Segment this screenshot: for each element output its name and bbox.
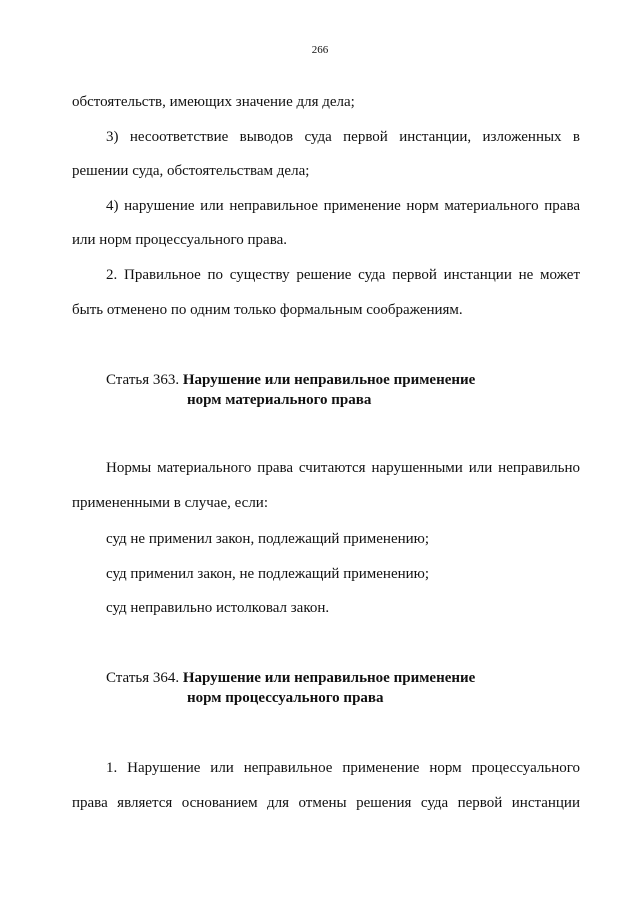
text-line: решении суда, обстоятельствам дела; xyxy=(72,163,310,179)
article-title-continued: норм процессуального права xyxy=(187,690,384,706)
text-line: или норм процессуального права. xyxy=(72,232,287,248)
article-number: Статья 363. xyxy=(106,372,180,388)
article-title: Нарушение или неправильное применение xyxy=(182,670,476,686)
list-item: суд неправильно истолковал закон. xyxy=(106,600,330,616)
article-number: Статья 364. xyxy=(106,670,180,686)
article-heading xyxy=(106,372,475,389)
article-title: Нарушение или неправильное применение xyxy=(182,372,476,388)
text-line: 4) нарушение или неправильное применение норм материального права xyxy=(106,198,580,214)
text-line: права является основанием для отмены решения суда первой инстанции xyxy=(72,795,580,811)
text-line: обстоятельств, имеющих значение для дела; xyxy=(72,94,355,110)
text-line: быть отменено по одним только формальным соображениям. xyxy=(72,302,463,318)
list-item: суд не применил закон, подлежащий применению; xyxy=(106,531,430,547)
text-line: 1. Нарушение или неправильное применение норм процессуального xyxy=(106,760,580,776)
page-number: 266 xyxy=(311,44,329,56)
text-line: примененными в случае, если: xyxy=(72,495,268,511)
list-item: суд применил закон, не подлежащий применению; xyxy=(106,566,430,582)
text-line: 2. Правильное по существу решение суда первой инстанции не может xyxy=(106,267,580,283)
text-line: 3) несоответствие выводов суда первой инстанции, изложенных в xyxy=(106,129,580,145)
article-title-continued: норм материального права xyxy=(187,392,372,408)
text-line: Нормы материального права считаются нарушенными или неправильно xyxy=(106,460,580,476)
article-heading xyxy=(106,670,475,687)
